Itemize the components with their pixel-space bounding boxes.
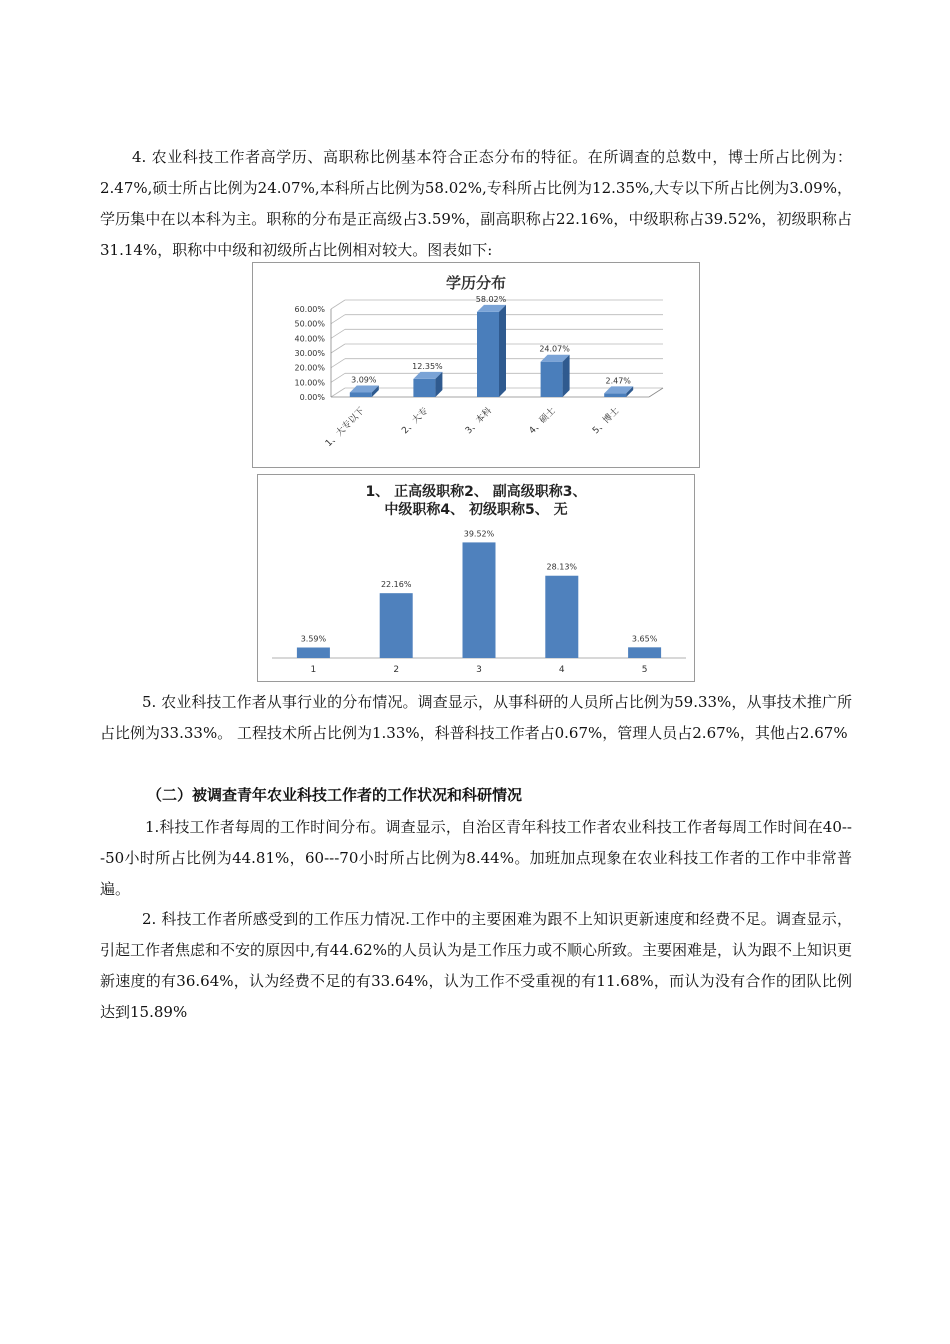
y-tick-label: 60.00%	[294, 305, 325, 314]
category-label: 4	[558, 665, 565, 675]
y-tick-label: 20.00%	[294, 363, 325, 373]
bar	[297, 647, 330, 658]
data-label: 2.47%	[605, 376, 631, 386]
data-label: 22.16%	[380, 580, 412, 590]
bar	[463, 542, 496, 658]
data-label: 3.59%	[300, 634, 327, 644]
bar	[628, 647, 661, 658]
chart-title-line: 中级职称4、 初级职称5、 无	[384, 502, 568, 518]
bar	[380, 593, 413, 658]
bar	[477, 312, 499, 397]
title-chart	[257, 474, 695, 682]
data-label: 58.02%	[475, 294, 507, 304]
data-label: 12.35%	[412, 361, 443, 371]
paragraph-4: 4. 农业科技工作者高学历、高职称比例基本符合正态分布的特征。在所调查的总数中，博士所占比例为：2.47%,硕士所占比例为24.07%,本科所占比例为58.02%,专科所占比例为12.35%,大专以下所占比例为3.09%，学历集中在以本科为主。职称的分布是正高级占3.59%，副高职称占22.16%，中级职称占39.52%，初级职称占31.14%，职称中中级和初级所占比例相对较大。图表如下:	[100, 148, 852, 259]
data-label: 24.07%	[539, 344, 570, 354]
title-chart-svg	[258, 475, 694, 681]
grid-diagonal	[331, 359, 345, 368]
bar	[604, 393, 626, 397]
chart-title: 学历分布	[445, 274, 507, 292]
floor-edge	[649, 388, 663, 397]
chart-title-line: 1、 正高级职称2、 副高级职称3、	[365, 484, 587, 500]
grid-diagonal	[331, 388, 345, 397]
section-heading: （二）被调查青年农业科技工作者的工作状况和科研情况	[147, 786, 523, 804]
grid-diagonal	[331, 329, 345, 338]
grid-diagonal	[331, 300, 345, 309]
data-label: 3.09%	[351, 375, 377, 385]
bar	[350, 392, 372, 397]
bar	[541, 362, 563, 397]
y-tick-label: 50.00%	[294, 319, 325, 329]
category-label: 2	[393, 665, 400, 675]
category-label: 5	[641, 665, 648, 675]
paragraph-5: 5. 农业科技工作者从事行业的分布情况。调查显示，从事科研的人员所占比例为59.33%，从事技术推广所占比例为33.33%。 工程技术所占比例为1.33%，科普科技工作者占0.67%，管理人员占2.67%，其他占2.67%	[100, 693, 852, 742]
category-label: 4、硕士	[527, 406, 558, 437]
data-label: 39.52%	[463, 529, 495, 539]
bar	[413, 379, 435, 397]
education-chart-svg	[253, 263, 699, 467]
paragraph-s1: 1.科技工作者每周的工作时间分布。调查显示，自治区青年科技工作者农业科技工作者每周工作时间在40---50小时所占比例为44.81%，60---70小时所占比例为8.44%。加班加点现象在农业科技工作者的工作中非常普遍。	[100, 818, 852, 898]
category-label: 5、博士	[591, 406, 622, 437]
bar	[545, 576, 578, 658]
data-label: 28.13%	[546, 562, 578, 572]
bar-side	[499, 305, 506, 397]
data-label: 3.65%	[631, 634, 658, 644]
grid-diagonal	[331, 344, 345, 353]
category-label: 3、本科	[463, 406, 495, 437]
y-tick-label: 30.00%	[294, 349, 325, 358]
education-chart	[252, 262, 700, 468]
category-label: 1	[310, 665, 317, 675]
grid-diagonal	[331, 315, 345, 324]
paragraph-s2: 2. 科技工作者所感受到的工作压力情况.工作中的主要困难为跟不上知识更新速度和经费不足。调查显示，引起工作者焦虑和不安的原因中,有44.62%的人员认为是工作压力或不顺心所致。主要困难是，认为跟不上知识更新速度的有36.64%，认为经费不足的有33.64%，认为工作不受重视的有11.68%，而认为没有合作的团队比例达到15.89%	[100, 910, 852, 1021]
category-label: 2、大专	[400, 406, 431, 437]
grid-diagonal	[331, 373, 345, 382]
y-tick-label: 0.00%	[299, 393, 325, 402]
y-tick-label: 40.00%	[294, 334, 325, 344]
y-tick-label: 10.00%	[294, 378, 325, 388]
bar-side	[563, 355, 570, 397]
category-label: 3	[476, 665, 482, 675]
category-label: 1、大专以下	[323, 406, 367, 449]
